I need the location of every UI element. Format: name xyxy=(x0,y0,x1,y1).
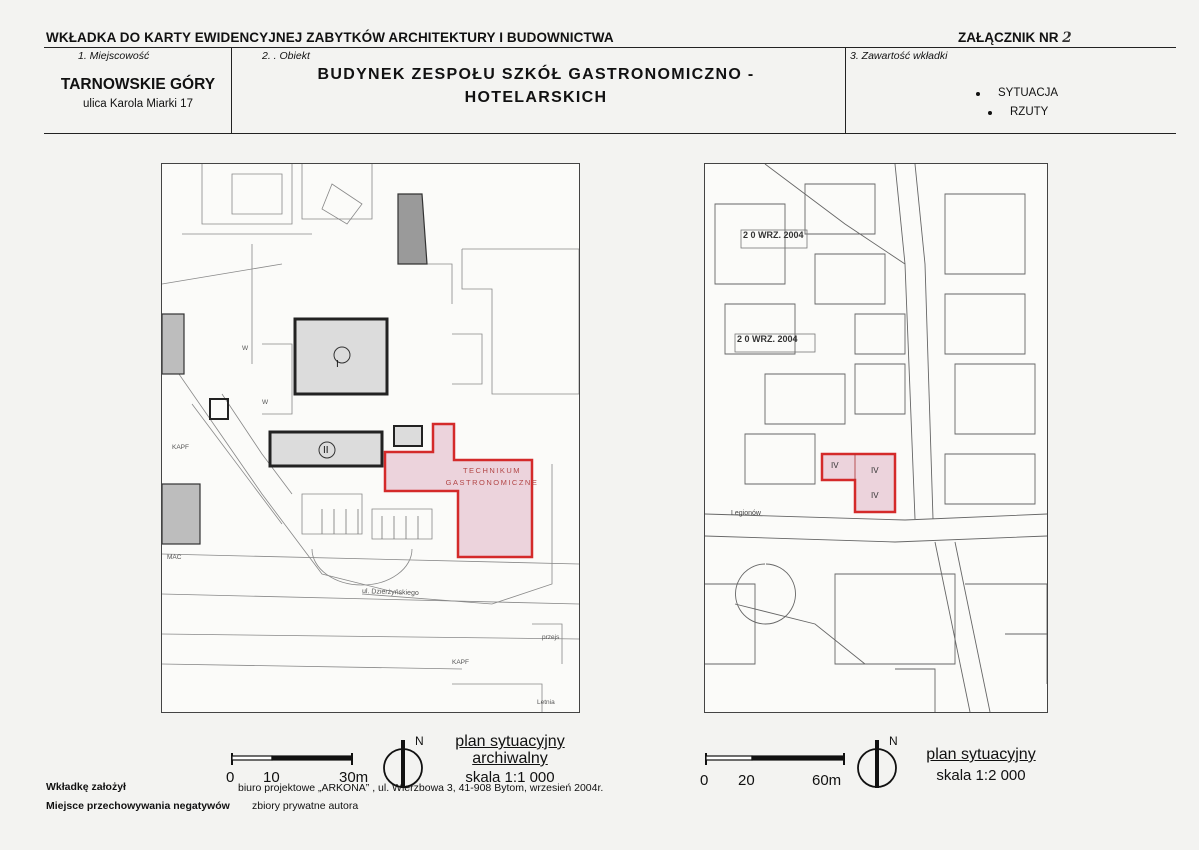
author-label: Wkładkę założył xyxy=(46,781,126,793)
author-value: biuro projektowe „ARKONA” , ul. Wierzbowa 3, 41-908 Bytom, wrzesień 2004r. xyxy=(238,782,604,794)
svg-text:Letnia: Letnia xyxy=(537,699,555,706)
object-name-line-1: BUDYNEK ZESPOŁU SZKÓŁ GASTRONOMICZNO - xyxy=(317,66,755,83)
building-label-iv: IV xyxy=(871,491,879,500)
right-map-street-label: Legionów xyxy=(731,510,761,517)
negatives-label: Miejsce przechowywania negatywów xyxy=(46,800,230,812)
object-name-line-2: HOTELARSKICH xyxy=(464,89,608,106)
north-arrow-icon xyxy=(855,736,901,792)
left-caption-scale: skala 1:1 000 xyxy=(465,769,555,786)
building-label-ii: II xyxy=(323,445,329,456)
right-scale-label-20: 20 xyxy=(738,772,755,789)
building-label-iv: IV xyxy=(831,461,839,470)
svg-text:KAPF: KAPF xyxy=(452,659,469,666)
contents-list xyxy=(976,84,1058,122)
right-scale-bar-graphic xyxy=(705,752,847,766)
date-stamp-1: 2 0 WRZ. 2004 xyxy=(743,230,804,240)
negatives-value: zbiory prywatne autora xyxy=(252,800,359,812)
highlighted-building-label-1: TECHNIKUM xyxy=(462,466,522,475)
current-site-plan xyxy=(704,163,1048,713)
left-caption-title-1: plan sytuacyjny xyxy=(455,733,565,750)
archival-site-plan-drawing xyxy=(162,164,579,712)
left-caption-title-2: archiwalny xyxy=(472,750,548,767)
building-label-iv: IV xyxy=(871,466,879,475)
left-scale-bar-graphic xyxy=(231,752,353,766)
right-map-caption xyxy=(906,746,1056,784)
contents-item-label: SYTUACJA xyxy=(998,87,1059,99)
left-map-caption xyxy=(440,733,580,786)
right-caption-scale: skala 1:2 000 xyxy=(936,767,1026,784)
object-label: 2. . Obiekt xyxy=(262,50,310,62)
left-scale-label-10: 10 xyxy=(263,769,280,786)
north-label: N xyxy=(889,734,898,748)
right-scale-label-60: 60m xyxy=(812,772,842,789)
building-label-i: I xyxy=(336,359,339,370)
right-scale-label-0: 0 xyxy=(700,772,709,789)
header-top-rule xyxy=(44,47,1176,48)
archival-site-plan xyxy=(161,163,580,713)
highlighted-building-label-2: GASTRONOMICZNE xyxy=(445,478,539,487)
header-divider-2 xyxy=(845,47,846,133)
svg-text:MAC: MAC xyxy=(167,554,182,561)
annex-number-label xyxy=(958,30,1072,46)
north-label: N xyxy=(415,734,424,748)
right-caption-title: plan sytuacyjny xyxy=(926,746,1036,763)
current-site-plan-drawing xyxy=(705,164,1047,712)
date-stamp-2: 2 0 WRZ. 2004 xyxy=(737,334,798,344)
left-scale-label-0: 0 xyxy=(226,769,235,786)
contents-item xyxy=(976,84,1058,103)
left-scale-bar xyxy=(231,752,351,766)
bullet-icon xyxy=(988,111,992,115)
svg-text:KAPF: KAPF xyxy=(172,444,189,451)
highlighted-building-label xyxy=(442,465,542,489)
contents-label: 3. Zawartość wkładki xyxy=(850,50,948,62)
contents-item xyxy=(976,103,1058,122)
svg-text:przejs: przejs xyxy=(542,634,560,641)
header-divider-1 xyxy=(231,47,232,133)
contents-item-label: RZUTY xyxy=(1010,106,1049,118)
bullet-icon xyxy=(976,92,980,96)
left-map-street-label: ul. Dzierżyńskiego xyxy=(361,588,419,597)
left-scale-label-30: 30m xyxy=(339,769,369,786)
svg-text:W: W xyxy=(262,399,269,406)
annex-label: ZAŁĄCZNIK NR xyxy=(958,30,1059,45)
right-scale-bar xyxy=(705,752,845,766)
locality-street: ulica Karola Miarki 17 xyxy=(83,98,193,110)
form-title: WKŁADKA DO KARTY EWIDENCYJNEJ ZABYTKÓW ARCHITEKTURY I BUDOWNICTWA xyxy=(46,30,614,45)
svg-text:W: W xyxy=(242,345,249,352)
locality-town: TARNOWSKIE GÓRY xyxy=(60,76,216,93)
object-name xyxy=(246,63,826,109)
locality-label: 1. Miejscowość xyxy=(78,50,150,62)
header-bottom-rule xyxy=(44,133,1176,134)
annex-number: 2 xyxy=(1062,30,1072,46)
